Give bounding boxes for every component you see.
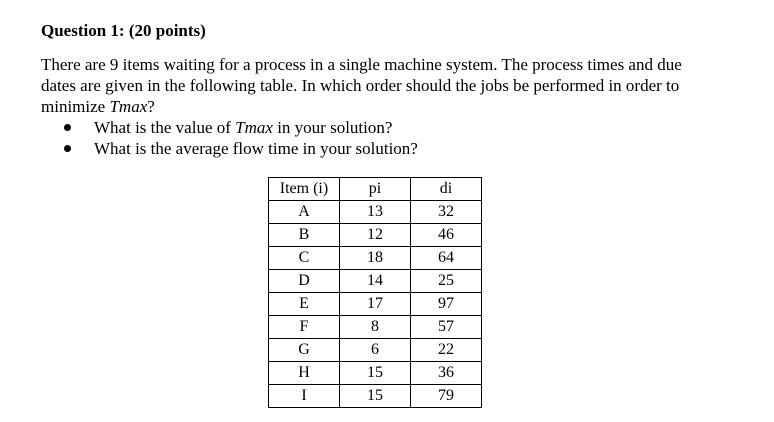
- cell-pi: 15: [340, 385, 411, 408]
- paragraph-text: minimize: [41, 97, 110, 116]
- cell-item: E: [269, 293, 340, 316]
- question-paragraph: [41, 54, 741, 117]
- table-row: [269, 316, 482, 339]
- header-di: di: [411, 178, 482, 201]
- bullet-item: [64, 117, 418, 138]
- cell-pi: 15: [340, 362, 411, 385]
- cell-item: B: [269, 224, 340, 247]
- cell-item: D: [269, 270, 340, 293]
- table-row: [269, 247, 482, 270]
- paragraph-line: [41, 96, 741, 117]
- data-table-wrapper: [268, 177, 482, 408]
- table-header-row: [269, 178, 482, 201]
- header-item: Item (i): [269, 178, 340, 201]
- paragraph-line: dates are given in the following table. In which order should the jobs be performed in order to: [41, 76, 680, 95]
- cell-pi: 13: [340, 201, 411, 224]
- cell-item: H: [269, 362, 340, 385]
- bullet-icon: [64, 145, 71, 152]
- process-times-table: [268, 177, 482, 408]
- bullet-text-part: What is the value of: [94, 118, 236, 137]
- bullet-text: [94, 117, 392, 138]
- table-body: [269, 201, 482, 408]
- header-pi: pi: [340, 178, 411, 201]
- tmax-term: Tmax: [235, 118, 273, 137]
- cell-pi: 8: [340, 316, 411, 339]
- paragraph-text: ?: [147, 97, 155, 116]
- bullet-item: [64, 138, 418, 159]
- table-row: [269, 385, 482, 408]
- bullet-list: [64, 117, 418, 159]
- cell-di: 79: [411, 385, 482, 408]
- table-row: [269, 339, 482, 362]
- cell-di: 25: [411, 270, 482, 293]
- cell-item: A: [269, 201, 340, 224]
- cell-pi: 18: [340, 247, 411, 270]
- cell-pi: 6: [340, 339, 411, 362]
- question-heading: Question 1: (20 points): [41, 21, 206, 40]
- table-row: [269, 362, 482, 385]
- bullet-icon: [64, 124, 71, 131]
- table-row: [269, 293, 482, 316]
- paragraph-line: There are 9 items waiting for a process in a single machine system. The process times and due: [41, 55, 682, 74]
- table-row: [269, 201, 482, 224]
- cell-di: 36: [411, 362, 482, 385]
- cell-di: 32: [411, 201, 482, 224]
- tmax-term: Tmax: [109, 97, 148, 116]
- table-row: [269, 270, 482, 293]
- cell-pi: 17: [340, 293, 411, 316]
- cell-di: 97: [411, 293, 482, 316]
- cell-item: I: [269, 385, 340, 408]
- cell-item: G: [269, 339, 340, 362]
- bullet-text: What is the average flow time in your solution?: [94, 139, 418, 158]
- cell-di: 57: [411, 316, 482, 339]
- cell-di: 22: [411, 339, 482, 362]
- table-row: [269, 224, 482, 247]
- bullet-text-part: in your solution?: [272, 118, 393, 137]
- cell-pi: 12: [340, 224, 411, 247]
- cell-item: C: [269, 247, 340, 270]
- cell-item: F: [269, 316, 340, 339]
- cell-di: 64: [411, 247, 482, 270]
- cell-pi: 14: [340, 270, 411, 293]
- cell-di: 46: [411, 224, 482, 247]
